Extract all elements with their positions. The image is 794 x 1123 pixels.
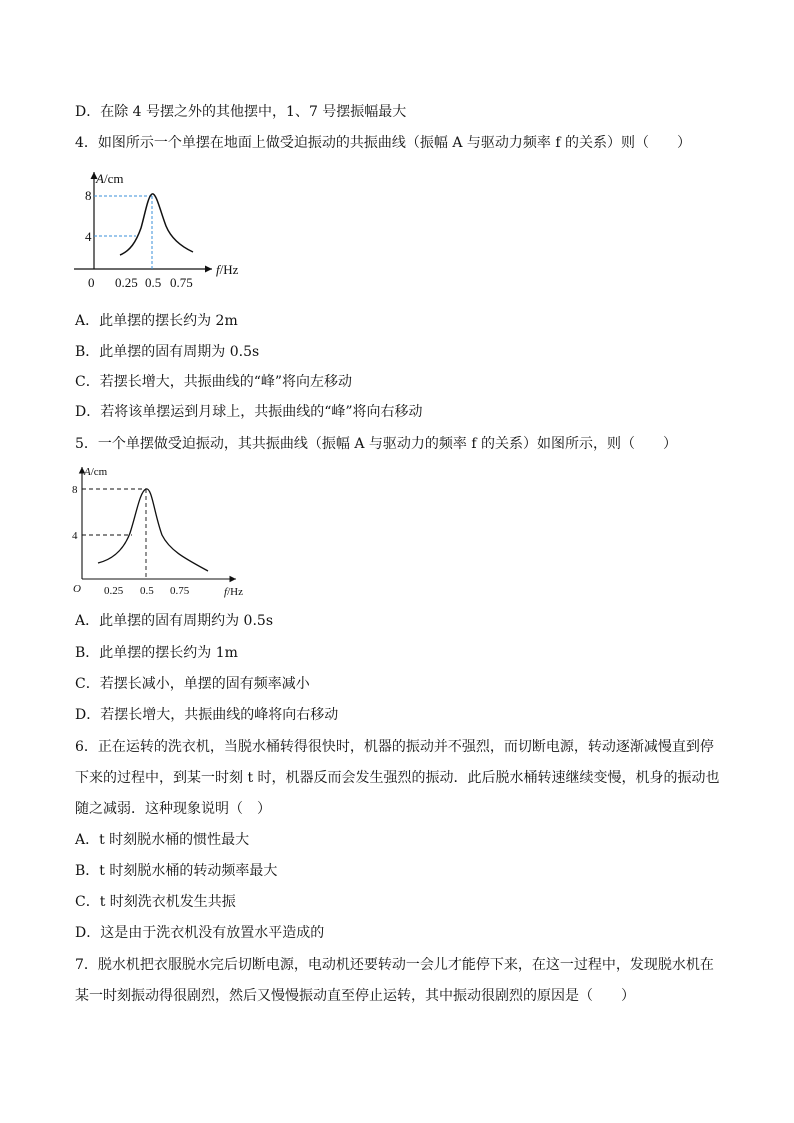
q4-option-d: D．若将该单摆运到月球上，共振曲线的“峰”将向右移动 [75, 404, 423, 420]
q4-x-axis-label: f/Hz [216, 262, 239, 277]
q5-stem: 5．一个单摆做受迫振动，其共振曲线（振幅 A 与驱动力的频率 f 的关系）如图所示，则（ ） [75, 436, 677, 452]
q4-y-tick-8: 8 [85, 188, 92, 203]
q5-option-b: B．此单摆的摆长约为 1m [75, 645, 238, 661]
q5-y-tick-4: 4 [72, 530, 78, 542]
q4-y-tick-4: 4 [85, 229, 92, 244]
q4-resonance-curve [120, 194, 193, 255]
q7-stem-line-2: 某一时刻振动得很剧烈，然后又慢慢振动直至停止运转，其中振动很剧烈的原因是（ ） [75, 988, 635, 1004]
q6-stem-line-2: 下来的过程中，到某一时刻 t 时，机器反而会发生强烈的振动．此后脱水桶转速继续变慢，机身的振动也 [75, 770, 720, 786]
q7-stem-line-1: 7．脱水机把衣服脱水完后切断电源，电动机还要转动一会儿才能停下来，在这一过程中，发现脱水机在 [75, 957, 714, 973]
q5-origin-label: O [73, 583, 81, 595]
q4-x-tick-075: 0.75 [170, 275, 193, 290]
q5-option-a: A．此单摆的固有周期约为 0.5s [75, 613, 274, 629]
q5-x-tick-025: 0.25 [104, 585, 124, 597]
q6-option-b: B．t 时刻脱水桶的转动频率最大 [75, 863, 278, 879]
q3-option-d: D．在除 4 号摆之外的其他摆中，1、7 号摆振幅最大 [75, 104, 407, 120]
q4-origin-label: 0 [88, 275, 95, 290]
q6-stem-line-1: 6．正在运转的洗衣机，当脱水桶转得很快时，机器的振动并不强烈，而切断电源，转动逐渐减慢直到停 [75, 739, 714, 755]
q5-x-tick-05: 0.5 [140, 585, 154, 597]
q6-option-a: A．t 时刻脱水桶的惯性最大 [75, 832, 250, 848]
q5-y-axis-label: A/cm [84, 466, 108, 478]
q6-option-c: C．t 时刻洗衣机发生共振 [75, 894, 236, 910]
q4-y-axis-label: A/cm [96, 171, 124, 186]
q5-resonance-figure [70, 463, 260, 601]
q4-option-b: B．此单摆的固有周期为 0.5s [75, 344, 260, 360]
q5-option-d: D．若摆长增大，共振曲线的峰将向右移动 [75, 707, 339, 723]
q4-stem: 4．如图所示一个单摆在地面上做受迫振动的共振曲线（振幅 A 与驱动力频率 f 的关系）则（ ） [75, 135, 691, 151]
q4-option-a: A．此单摆的摆长约为 2m [75, 313, 238, 329]
q4-x-tick-05: 0.5 [145, 275, 162, 290]
q5-x-axis-label: f/Hz [224, 586, 243, 598]
q5-resonance-curve [98, 489, 208, 571]
q4-resonance-figure [74, 166, 264, 296]
q5-y-tick-8: 8 [72, 484, 78, 496]
q6-stem-line-3: 随之减弱．这种现象说明（ ） [75, 801, 271, 817]
q4-option-c: C．若摆长增大，共振曲线的“峰”将向左移动 [75, 374, 353, 390]
q5-x-tick-075: 0.75 [170, 585, 190, 597]
q4-x-tick-025: 0.25 [115, 275, 138, 290]
q6-option-d: D．这是由于洗衣机没有放置水平造成的 [75, 925, 325, 941]
q5-option-c: C．若摆长减小，单摆的固有频率减小 [75, 676, 310, 692]
